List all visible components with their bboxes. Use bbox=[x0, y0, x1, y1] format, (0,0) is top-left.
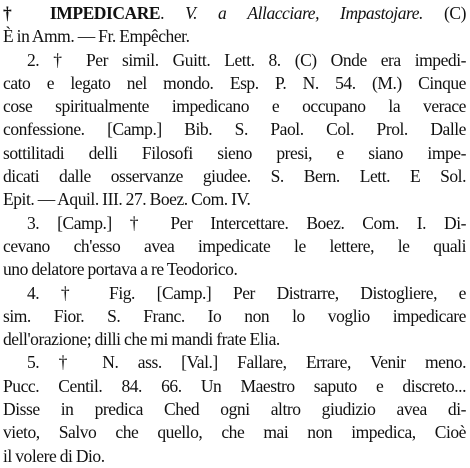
sense-line: 2. † Per simil. Guitt. Lett. 8. (C) Onde era impedi- bbox=[27, 49, 466, 70]
sense-5 bbox=[3, 351, 466, 467]
sense-line: Disse in predica Ched ogni altro giudizio avea di- bbox=[3, 399, 466, 420]
sense-line: sim. Fior. S. Franc. Io non lo voglio impedicare bbox=[3, 305, 466, 326]
sense-line: 3. [Camp.] † Per Intercettare. Boez. Com. I. Di- bbox=[27, 212, 466, 233]
headword: † IMPEDICARE bbox=[3, 3, 161, 23]
sense-line: dicati dalle osservanze giudee. S. Bern. Lett. E Sol. bbox=[3, 166, 466, 187]
sense-line: cevano ch'esso avea impedicate le lettere, le quali bbox=[3, 235, 466, 256]
sense-line: cato e legato nel mondo. Esp. P. N. 54. (M.) Cinque bbox=[3, 72, 466, 93]
sense-line: Epit. — Aquil. III. 27. Boez. Com. IV. bbox=[3, 189, 251, 210]
sense-line: 4. † Fig. [Camp.] Per Distrarre, Distogliere, e bbox=[27, 282, 466, 303]
sense-line: vieto, Salvo che quello, che mai non impedica, Cioè bbox=[3, 422, 466, 443]
headword-line: † IMPEDICARE. V. a Allacciare, Impastojare. (C) bbox=[3, 3, 466, 23]
sense-line: 5. † N. ass. [Val.] Fallare, Errare, Venir meno. bbox=[27, 352, 466, 373]
sense-line: il volere di Dio. bbox=[3, 445, 105, 466]
sense-line: dell'orazione; dilli che mi mandi frate Elia. bbox=[3, 329, 280, 350]
sense-line: sottilitadi delli Filosofi sieno presi, e siano impe- bbox=[3, 142, 466, 163]
sense-line: uno delatore portava a re Teodorico. bbox=[3, 259, 238, 280]
etymology-line: È in Amm. — Fr. Empêcher. bbox=[3, 26, 190, 47]
source-mark: (C) bbox=[444, 3, 466, 23]
sense-2 bbox=[3, 49, 466, 212]
sense-line: cose spiritualmente impedicano e occupano la verace bbox=[3, 96, 466, 117]
sense-line: confessione. [Camp.] Bib. S. Paol. Col. Prol. Dalle bbox=[3, 119, 466, 140]
sense-4 bbox=[3, 282, 466, 352]
entry-header bbox=[3, 2, 466, 49]
sense-line: Pucc. Centil. 84. 66. Un Maestro saputo e discreto... bbox=[3, 375, 466, 396]
synonyms: Allacciare, Impastojare. bbox=[247, 3, 423, 23]
part-of-speech: V. a bbox=[185, 3, 227, 23]
sense-3 bbox=[3, 212, 466, 282]
